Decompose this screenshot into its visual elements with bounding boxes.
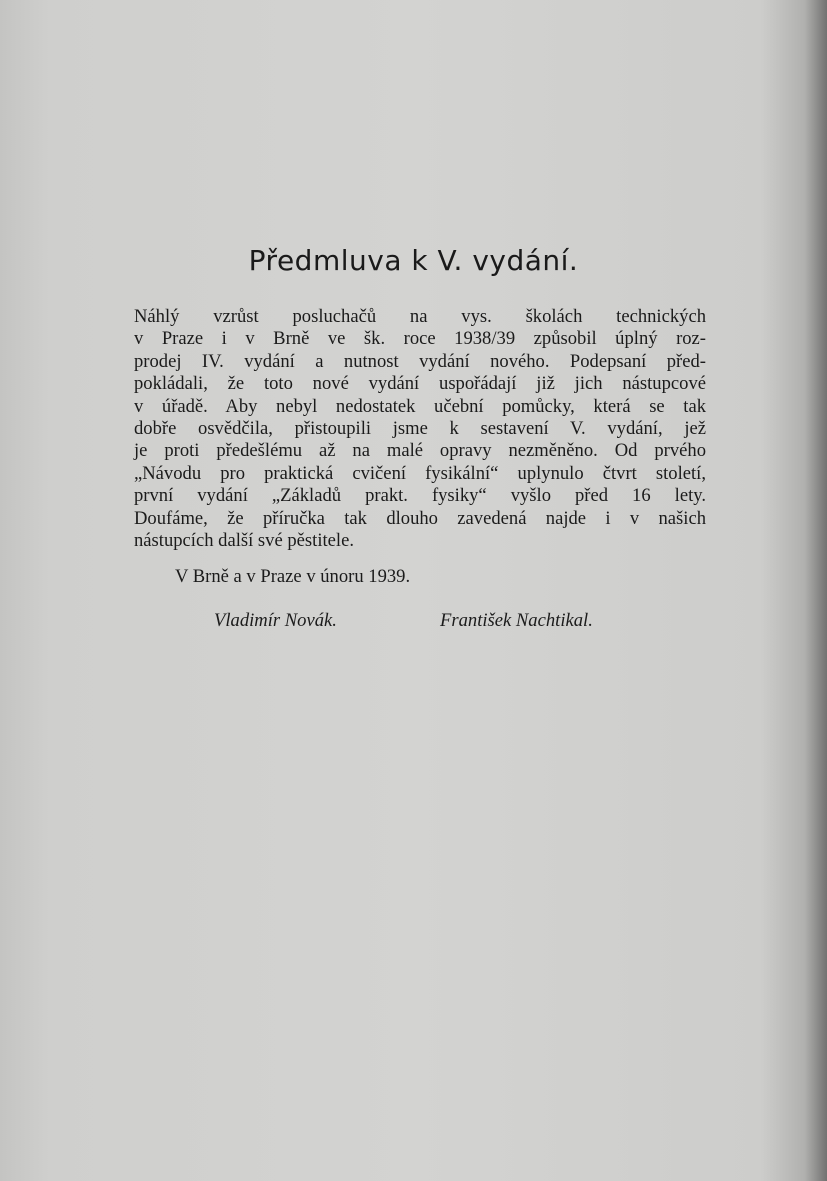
paragraph-line: v úřadě. Aby nebyl nedostatek učební pomůcky, která se tak bbox=[134, 395, 706, 417]
preface-paragraph bbox=[134, 306, 706, 552]
paragraph-line: Náhlý vzrůst posluchačů na vys. školách technických bbox=[134, 306, 706, 327]
paragraph-line: nástupcích další své pěstitele. bbox=[134, 530, 354, 552]
signature-novak: Vladimír Novák. bbox=[214, 610, 337, 631]
paragraph-line: v Praze i v Brně ve šk. roce 1938/39 způsobil úplný roz- bbox=[134, 328, 706, 350]
paragraph-line: pokládali, že toto nové vydání uspořádají již jich nástupcové bbox=[134, 373, 706, 395]
paragraph-line: je proti předešlému až na malé opravy nezměněno. Od prvého bbox=[134, 440, 706, 462]
paragraph-line: dobře osvědčila, přistoupili jsme k sestavení V. vydání, jež bbox=[134, 418, 706, 440]
place-and-date: V Brně a v Praze v únoru 1939. bbox=[175, 566, 411, 587]
paragraph-line: Doufáme, že příručka tak dlouho zavedená najde i v našich bbox=[134, 507, 706, 529]
signature-nachtikal: František Nachtikal. bbox=[440, 610, 593, 631]
page-edge-shadow bbox=[805, 0, 827, 1181]
page-title: Předmluva k V. vydání. bbox=[248, 244, 579, 277]
paragraph-line: „Návodu pro praktická cvičení fysikální“ uplynulo čtvrt století, bbox=[134, 462, 706, 484]
paragraph-line: první vydání „Základů prakt. fysiky“ vyšlo před 16 lety. bbox=[134, 485, 706, 507]
paragraph-line: prodej IV. vydání a nutnost vydání nového. Podepsaní před- bbox=[134, 350, 706, 372]
